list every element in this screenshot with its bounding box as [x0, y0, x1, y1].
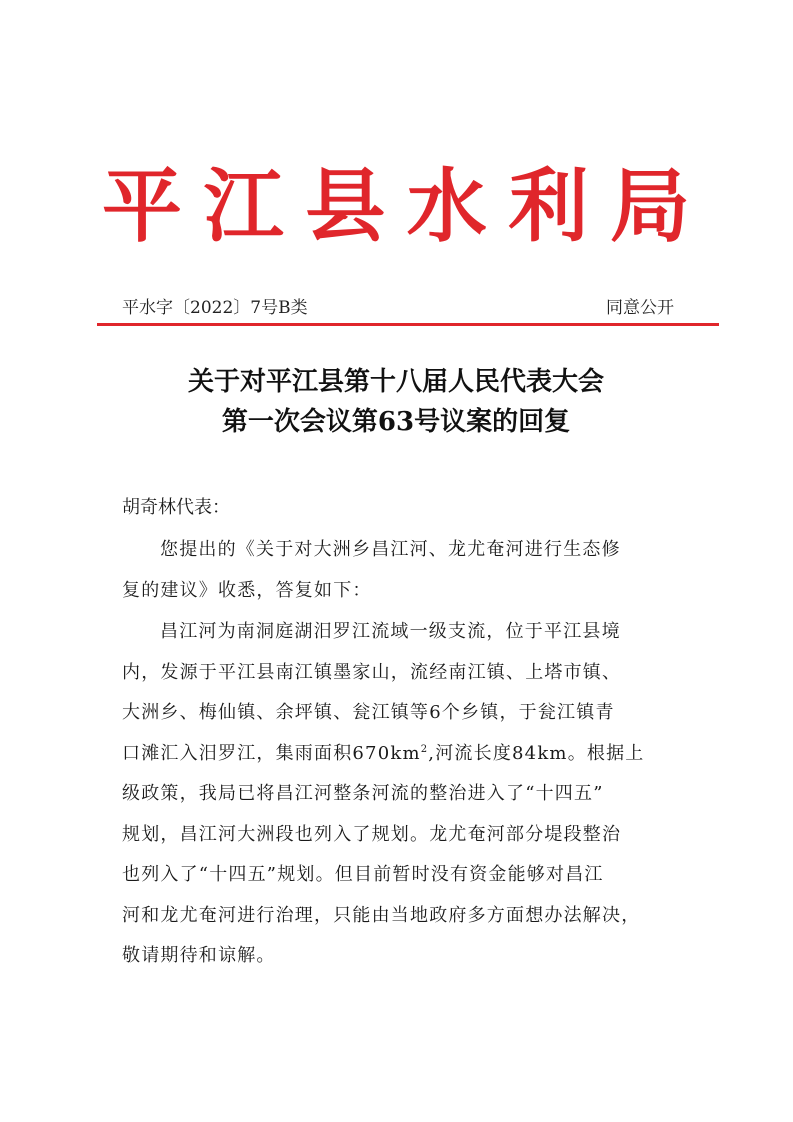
paragraph-1-line: 您提出的《关于对大洲乡昌江河、龙尤奄河进行生态修: [160, 539, 621, 560]
doc-number: 平水字〔2022〕7号B类: [122, 297, 308, 318]
org-header-char: 平: [102, 159, 182, 253]
area-unit-exponent: 2: [420, 743, 429, 755]
org-header-char: 江: [203, 159, 284, 253]
paragraph-2-line: 昌江河为南洞庭湖汨罗江流域一级支流，位于平江县境: [160, 621, 621, 642]
paragraph-2-line: 内，发源于平江县南江镇墨家山，流经南江镇、上塔市镇、: [122, 661, 622, 683]
disclosure-status: 同意公开: [606, 297, 674, 318]
paragraph-2-line: 级政策，我局已将昌江河整条河流的整治进入了“十四五”: [122, 783, 604, 804]
paragraph-2-line: 河和龙尤奄河进行治理，只能由当地政府多方面想办法解决，: [122, 904, 641, 926]
title-line-2: 第一次会议第63号议案的回复: [221, 407, 571, 437]
document-title: [96, 362, 696, 442]
paragraph-2-line: 规划，昌江河大洲段也列入了规划。龙尤奄河部分堤段整治: [122, 823, 622, 845]
paragraph-2-line: [122, 734, 682, 775]
title-line-1: 关于对平江县第十八届人民代表大会: [187, 367, 604, 397]
org-header-char: 县: [305, 159, 386, 253]
salutation: 胡奇林代表：: [122, 497, 230, 518]
org-header-char: 水: [406, 159, 487, 253]
paragraph-2: [122, 612, 682, 977]
org-header-char: 利: [508, 159, 589, 253]
paragraph-1-line: 复的建议》收悉，答复如下：: [122, 579, 372, 601]
paragraph-2-line: 大洲乡、梅仙镇、余坪镇、瓮江镇等6个乡镇，于瓮江镇青: [122, 702, 615, 723]
paragraph-1: [122, 530, 682, 611]
org-header: [96, 158, 696, 254]
red-divider: [97, 323, 719, 326]
org-header-char: 局: [609, 159, 690, 253]
paragraph-2-line: 也列入了“十四五”规划。但目前暂时没有资金能够对昌江: [122, 864, 604, 885]
area-text: 口滩汇入汨罗江，集雨面积670km: [122, 742, 421, 764]
length-text: ,河流长度84km。根据上: [428, 742, 645, 764]
doc-meta-row: [122, 292, 674, 318]
paragraph-2-line: 敬请期待和谅解。: [122, 945, 276, 966]
